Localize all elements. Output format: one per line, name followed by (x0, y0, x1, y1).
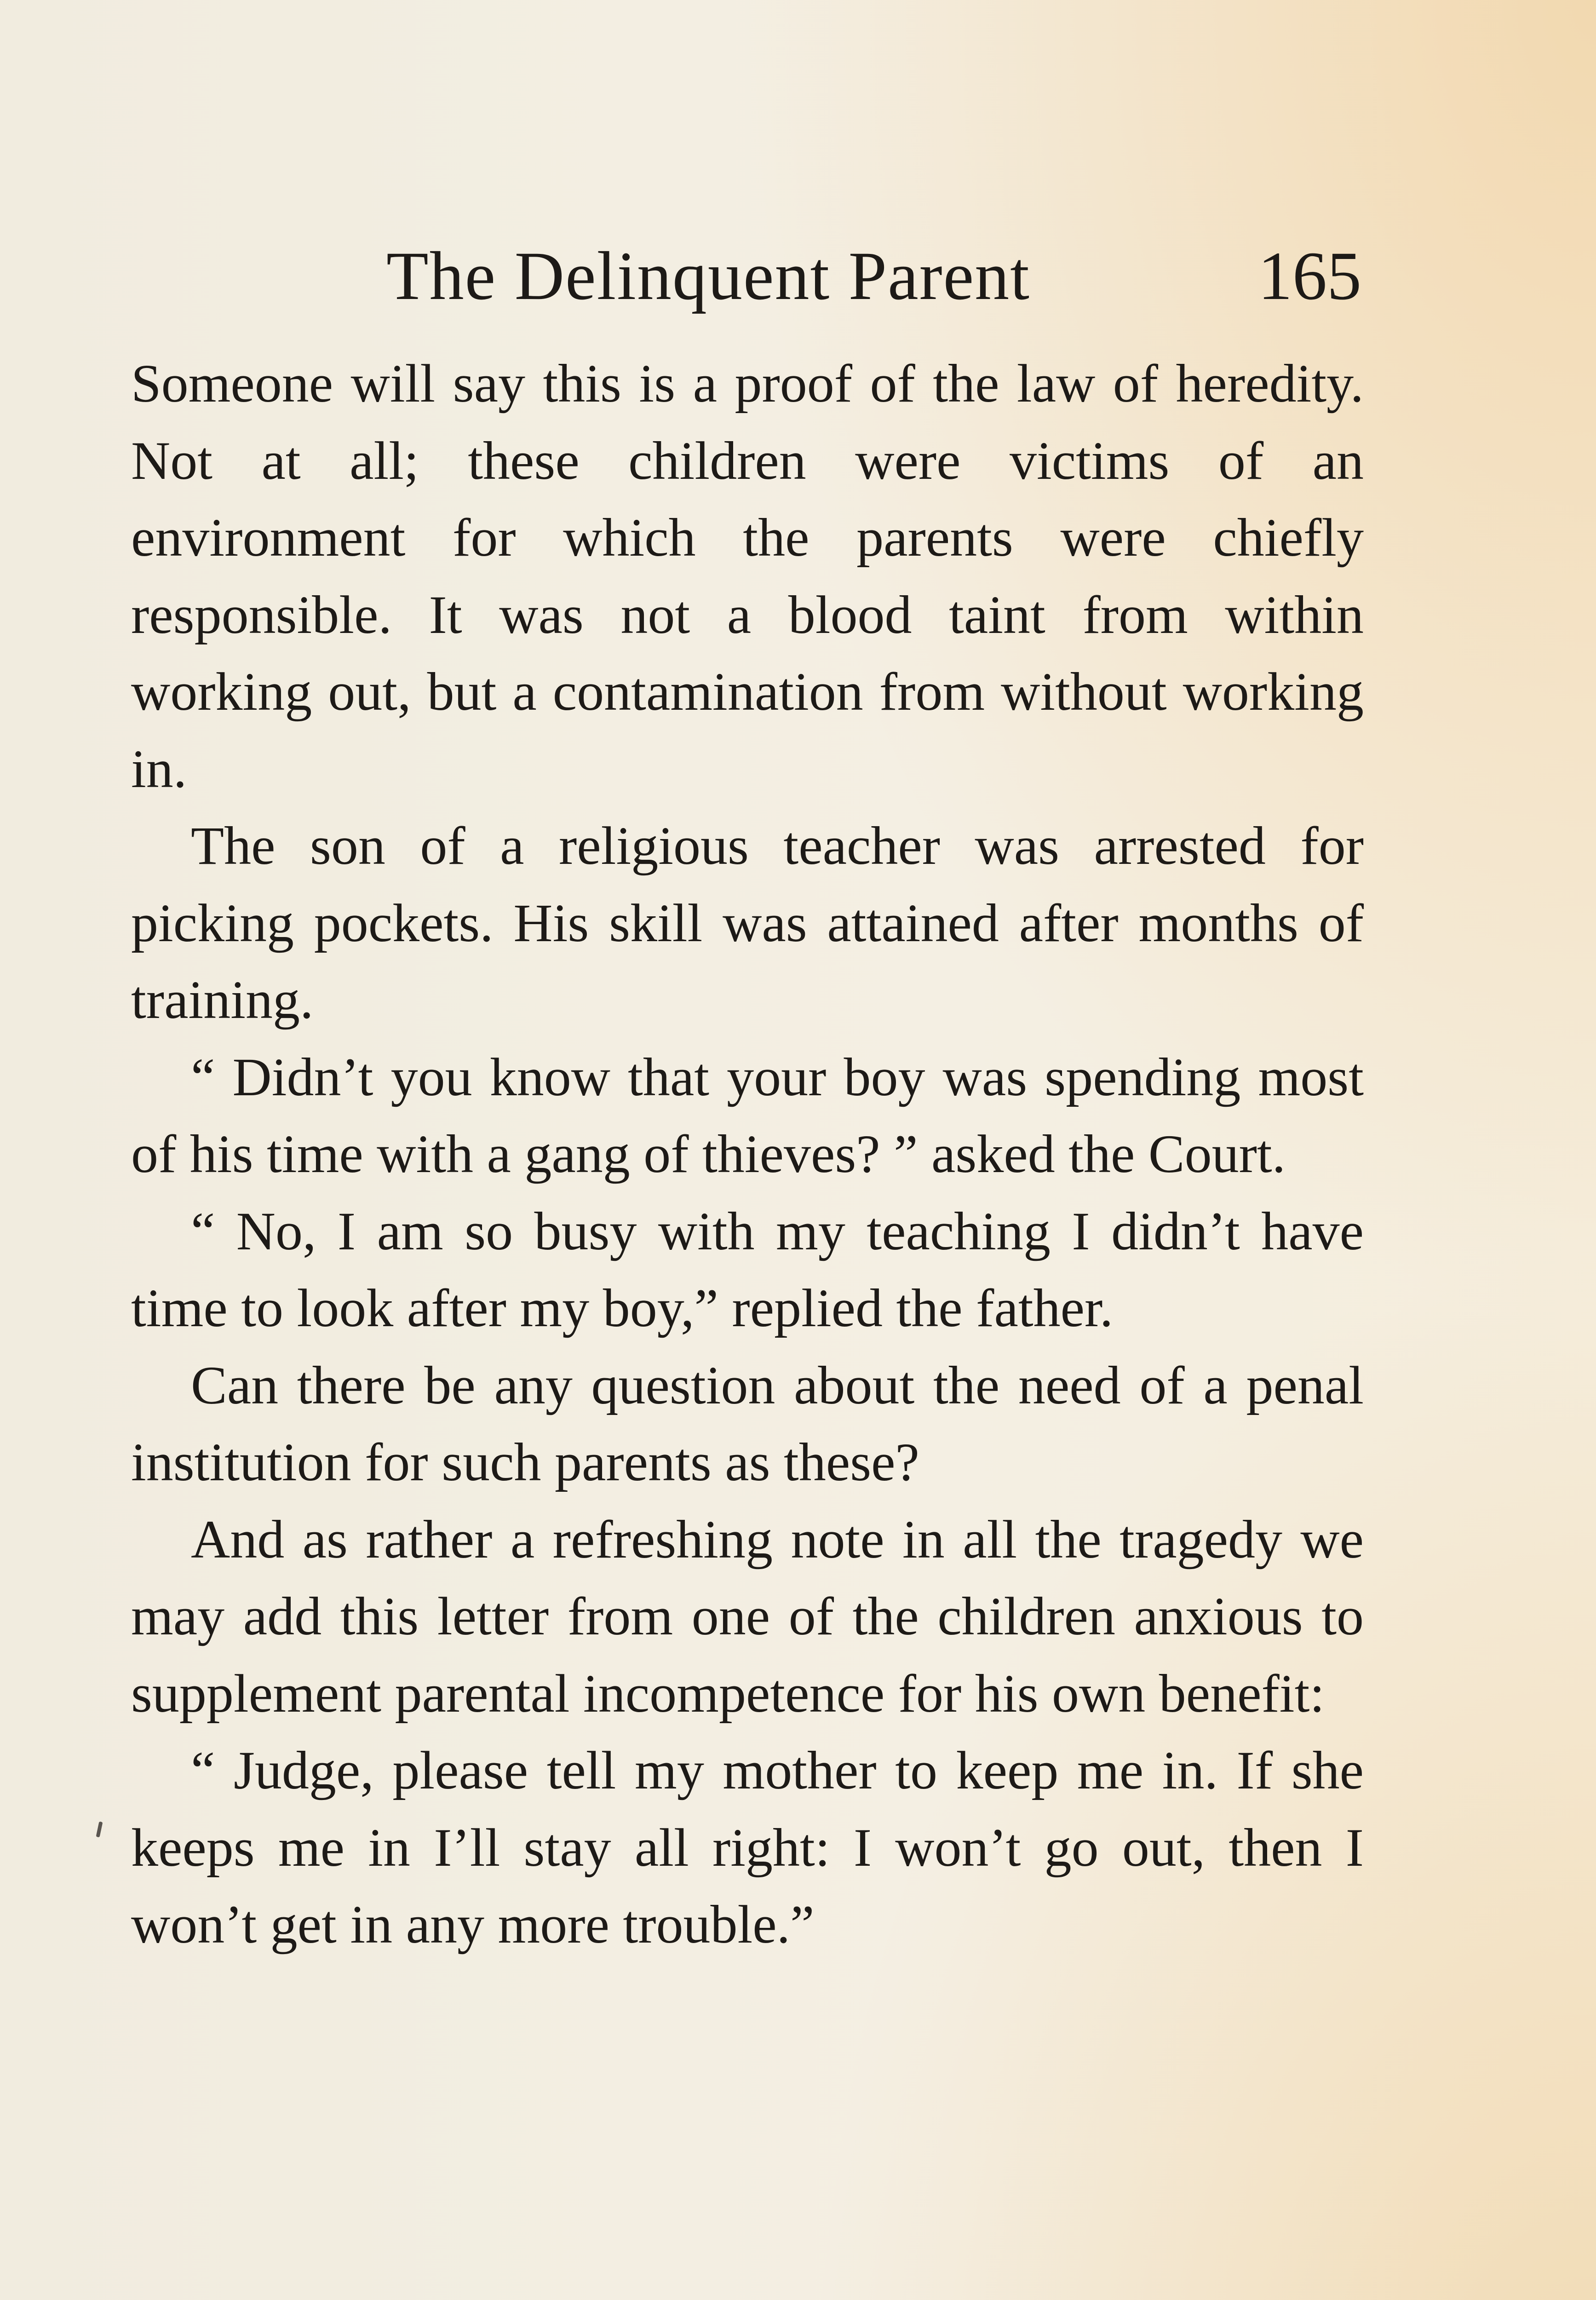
paragraph-court-question: “ Didn’t you know that your boy was spending most of his time with a gang of thieves? ” asked the Court. (131, 1046, 1364, 1184)
paragraph-penal-institution: Can there be any question about the need of a penal institution for such parents as these? (131, 1355, 1364, 1492)
running-title: The Delinquent Parent (386, 238, 1030, 314)
paragraph-heredity: Someone will say this is a proof of the law of heredity. Not at all; these children were victims of an environment for which the parents were chiefly responsible. It was not a blood taint from within working out, but a contamination from without working in. (131, 353, 1364, 799)
paragraph-father-reply: “ No, I am so busy with my teaching I didn’t have time to look after my boy,” replied the father. (131, 1201, 1364, 1338)
running-head (129, 230, 1361, 322)
paragraph-religious-teacher: The son of a religious teacher was arrested for picking pockets. His skill was attained after months of training. (131, 816, 1364, 1030)
body-text (131, 345, 1364, 1963)
page-number: 165 (1258, 238, 1361, 314)
paragraph-child-letter: “ Judge, please tell my mother to keep me in. If she keeps me in I’ll stay all right: I won’t go out, then I won’t get in any more trouble.” (131, 1740, 1364, 1955)
paragraph-refreshing-note: And as rather a refreshing note in all the tragedy we may add this letter from one of the children anxious to supplement parental incompetence for his own benefit: (131, 1509, 1364, 1724)
margin-mark (96, 1822, 103, 1838)
